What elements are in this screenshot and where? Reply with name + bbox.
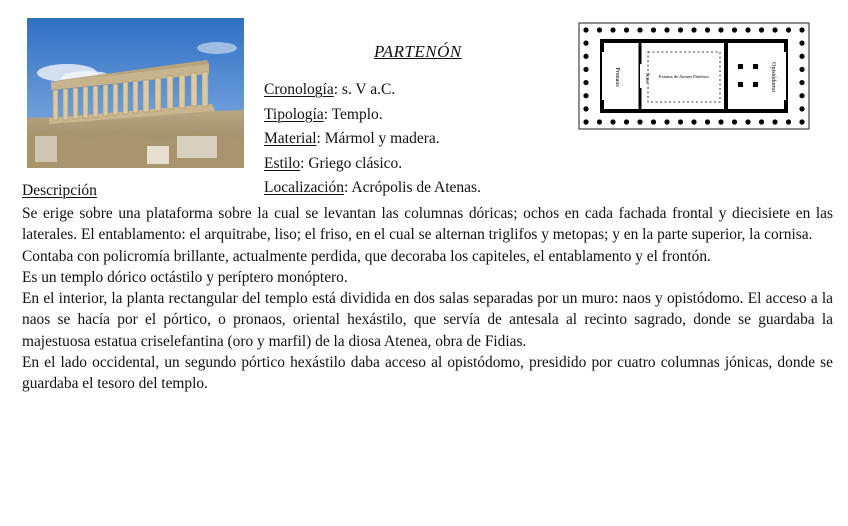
description-paragraph: Es un templo dórico octástilo y períptero monóptero. <box>22 268 348 286</box>
floor-plan-diagram <box>578 22 810 130</box>
plan-column-dot <box>718 27 723 32</box>
fact-value-estilo: : Griego clásico. <box>300 154 403 172</box>
plan-column-dot <box>651 27 656 32</box>
plan-column-dot <box>610 27 615 32</box>
plan-column-dot <box>718 119 723 124</box>
plan-column-dot <box>583 41 588 46</box>
description-body <box>22 203 833 395</box>
plan-column-dot <box>664 119 669 124</box>
plan-label-naos: Naos <box>644 72 649 84</box>
plan-column-dot <box>637 119 642 124</box>
plan-column-dot <box>597 27 602 32</box>
plan-column-dot <box>624 27 629 32</box>
plan-column-dot <box>799 93 804 98</box>
fact-label-cronologia: Cronología <box>264 81 334 98</box>
fact-value-tipologia: : Templo. <box>323 105 383 123</box>
plan-label-pronaos: Pronaos <box>614 67 620 87</box>
plan-column-dot <box>799 67 804 72</box>
fact-value-material: : Mármol y madera. <box>316 130 440 147</box>
plan-column-dot <box>597 119 602 124</box>
plan-column-dot <box>732 119 737 124</box>
plan-column-dot <box>583 54 588 59</box>
plan-column-dot <box>624 119 629 124</box>
fact-label-material: Material <box>264 130 317 147</box>
fact-row <box>264 127 481 152</box>
plan-column-dot <box>583 67 588 72</box>
plan-label-opistodomo: Opistódomo <box>770 62 776 92</box>
plan-column-dot <box>799 106 804 111</box>
plan-column-dot <box>610 119 615 124</box>
description-paragraph: En el interior, la planta rectangular del templo está dividida en dos salas separadas por un muro: naos y opistódomo. El acceso a la naos se hacía por el pórtico, o pronaos, oriental hexástilo, que servía de antesala al recinto sagrado, donde se guardaba la majestuosa estatua criselefantina (oro y marfil) de la diosa Atenea, obra de Fidias. <box>22 290 833 350</box>
fact-row <box>264 103 481 128</box>
fact-row <box>264 176 481 201</box>
plan-column-dot <box>799 80 804 85</box>
plan-column-dot <box>664 27 669 32</box>
plan-column-dot <box>732 27 737 32</box>
plan-column-dot <box>799 27 804 32</box>
plan-column-dot <box>745 119 750 124</box>
plan-column-dot <box>691 27 696 32</box>
plan-column-dot <box>691 119 696 124</box>
plan-column-dot <box>772 119 777 124</box>
fact-row <box>264 78 481 103</box>
fact-value-localizacion: : Acrópolis de Atenas. <box>344 179 481 196</box>
plan-column-dot <box>772 27 777 32</box>
fact-sheet <box>264 78 481 201</box>
fact-label-estilo: Estilo <box>264 154 301 172</box>
description-heading: Descripción <box>22 182 97 199</box>
description-paragraph: Se erige sobre una plataforma sobre la cual se levantan las columnas dóricas; ochos en cada fachada frontal y diecisiete en las laterales. El entablamento: el arquitrabe, liso; el friso, en el cual se alternan triglifos y metopas; y en la parte superior, la cornisa. <box>22 205 833 244</box>
page-title: PARTENÓN <box>374 42 462 61</box>
plan-label-statue: Estatua de Atenea Pártenos <box>659 74 709 79</box>
fact-label-localizacion: Localización <box>264 179 345 196</box>
plan-column-dot <box>583 80 588 85</box>
plan-column-dot <box>799 119 804 124</box>
plan-column-dot <box>759 27 764 32</box>
plan-column-dot <box>786 119 791 124</box>
plan-column-dot <box>786 27 791 32</box>
plan-column-dot <box>799 54 804 59</box>
plan-column-dot <box>637 27 642 32</box>
parthenon-photo <box>27 18 244 168</box>
fact-label-tipologia: Tipología <box>264 105 324 123</box>
plan-column-dot <box>678 27 683 32</box>
plan-column-dot <box>583 93 588 98</box>
plan-column-dot <box>799 41 804 46</box>
plan-column-dot <box>583 27 588 32</box>
plan-column-dot <box>583 106 588 111</box>
fact-row <box>264 152 481 177</box>
fact-value-cronologia: : s. V a.C. <box>333 81 396 98</box>
plan-column-dot <box>651 119 656 124</box>
plan-column-dot <box>678 119 683 124</box>
description-paragraph: En el lado occidental, un segundo pórtico hexástilo daba acceso al opistódomo, presidido por cuatro columnas jónicas, donde se guardaba el tesoro del templo. <box>22 354 833 393</box>
description-paragraph: Contaba con policromía brillante, actualmente perdida, que decoraba los capiteles, el entablamento y el frontón. <box>22 247 711 265</box>
plan-column-dot <box>745 27 750 32</box>
plan-column-dot <box>705 119 710 124</box>
plan-column-dot <box>705 27 710 32</box>
plan-column-dot <box>583 119 588 124</box>
plan-column-dot <box>759 119 764 124</box>
